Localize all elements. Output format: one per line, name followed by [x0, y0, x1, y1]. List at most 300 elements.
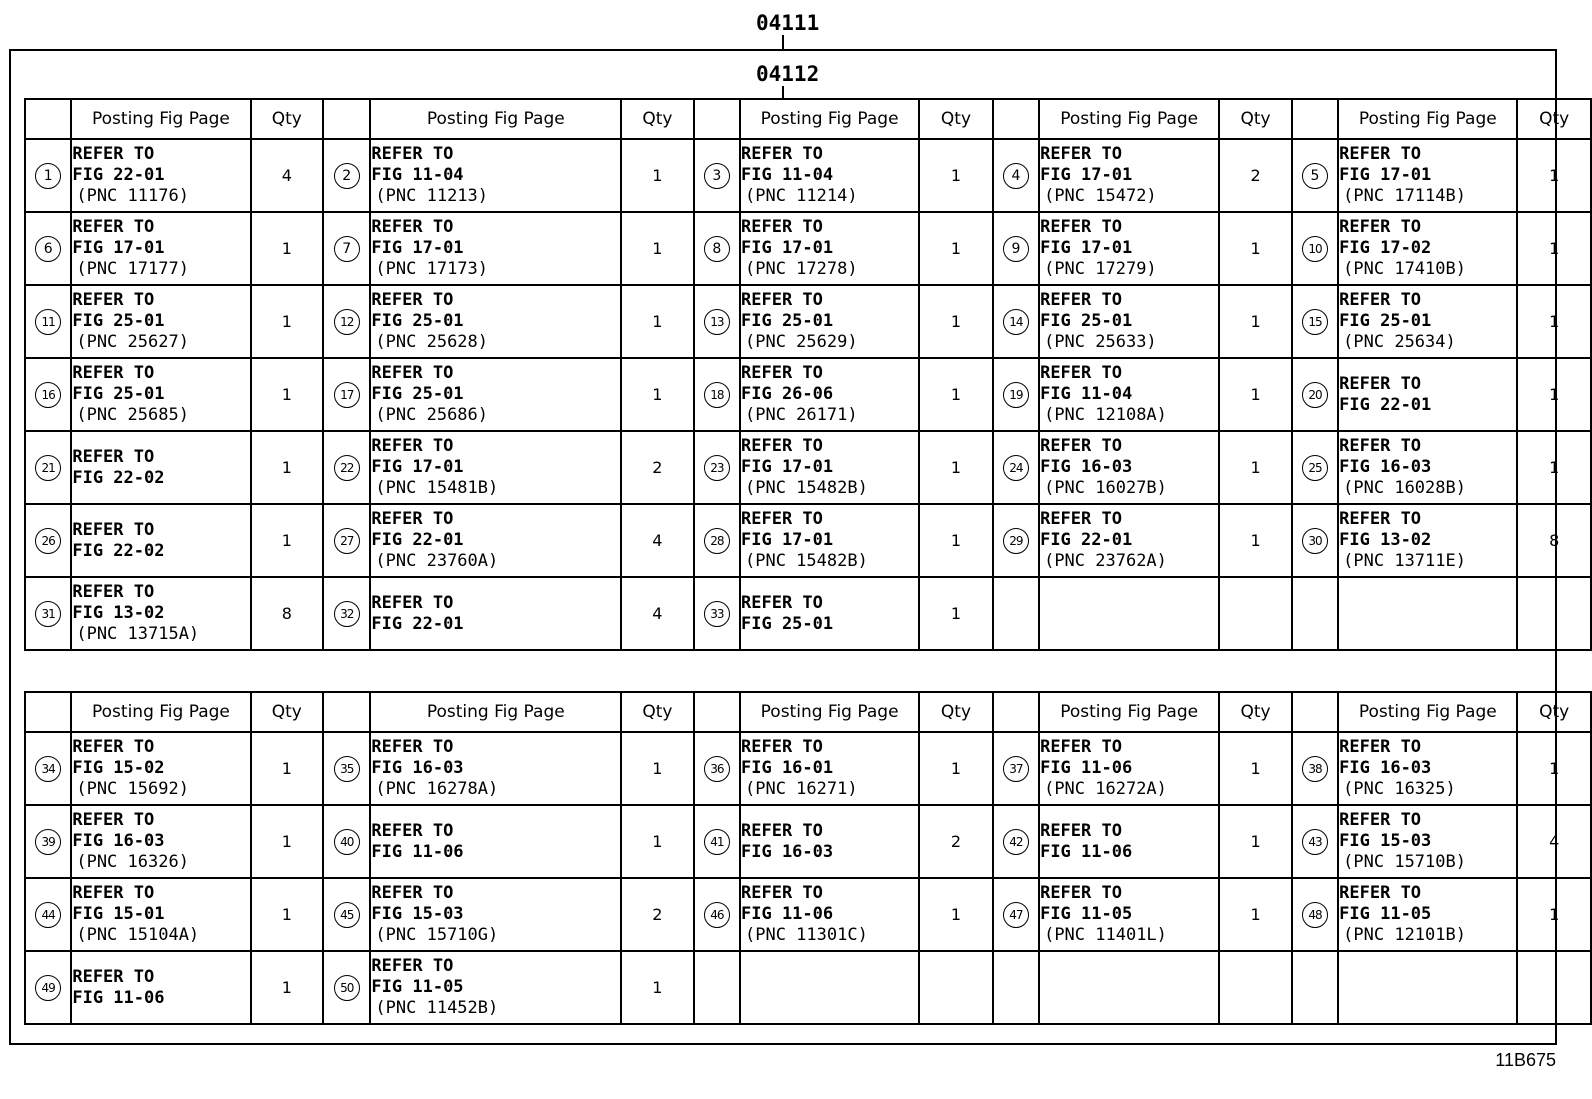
quantity-cell: 4: [621, 577, 694, 650]
empty-cell: [1517, 577, 1591, 650]
item-number-badge: 46: [704, 902, 730, 928]
empty-cell: [1219, 577, 1292, 650]
inner-part-code: 04112: [756, 62, 820, 86]
figure-reference: FIG 11-05: [1339, 904, 1432, 924]
reference-cell: [740, 358, 919, 431]
pnc-reference: (PNC 16027B): [1044, 478, 1167, 498]
header-qty: Qty: [251, 692, 324, 732]
figure-reference: FIG 11-04: [371, 165, 464, 185]
quantity-cell: 1: [1219, 285, 1292, 358]
refer-to-text: REFER TO: [72, 582, 155, 602]
table-row: [25, 504, 1591, 577]
reference-cell: [370, 878, 621, 951]
figure-reference: FIG 25-01: [371, 311, 464, 331]
quantity-cell: 1: [919, 285, 993, 358]
item-number-badge: 19: [1003, 382, 1029, 408]
quantity-cell: 2: [621, 431, 694, 504]
item-number-cell: [323, 358, 370, 431]
header-number-cell: [694, 692, 740, 732]
figure-reference: FIG 22-01: [371, 613, 464, 634]
empty-cell: [1292, 577, 1338, 650]
figure-reference: FIG 22-02: [72, 467, 165, 488]
item-number-cell: [323, 878, 370, 951]
item-number-badge: 41: [704, 829, 730, 855]
reference-cell: [370, 732, 621, 805]
pnc-reference: (PNC 12108A): [1044, 405, 1167, 425]
item-number-cell: [25, 285, 71, 358]
quantity-cell: 4: [251, 139, 324, 212]
item-number-badge: 34: [35, 756, 61, 782]
header-posting-fig-page: Posting Fig Page: [370, 99, 621, 139]
item-number-cell: [323, 504, 370, 577]
pnc-reference: (PNC 13715A): [76, 624, 200, 644]
quantity-cell: 4: [621, 504, 694, 577]
pnc-reference: (PNC 11401L): [1044, 925, 1167, 945]
item-number-badge: 3: [704, 163, 730, 189]
figure-reference: FIG 25-01: [1040, 311, 1133, 331]
figure-reference: FIG 17-01: [741, 457, 834, 477]
pnc-reference: (PNC 26171): [745, 405, 858, 425]
figure-reference: FIG 11-06: [1040, 758, 1133, 778]
quantity-cell: 1: [251, 358, 324, 431]
reference-cell: [740, 285, 919, 358]
refer-to-text: REFER TO: [1040, 737, 1122, 757]
empty-cell: [1039, 577, 1219, 650]
figure-reference: FIG 26-06: [741, 384, 834, 404]
quantity-cell: 1: [919, 732, 993, 805]
item-number-badge: 8: [704, 236, 730, 262]
item-number-badge: 39: [35, 829, 61, 855]
table-row: [25, 951, 1591, 1024]
reference-table-lower: [24, 691, 1592, 1025]
pnc-reference: (PNC 16325): [1343, 779, 1456, 799]
reference-cell: [370, 951, 621, 1024]
item-number-badge: 49: [35, 975, 61, 1001]
refer-to-text: REFER TO: [741, 436, 823, 456]
figure-reference: FIG 25-01: [741, 613, 834, 634]
pnc-reference: (PNC 23762A): [1044, 551, 1167, 571]
pnc-reference: (PNC 15710B): [1343, 852, 1466, 872]
item-number-badge: 50: [334, 975, 360, 1001]
quantity-cell: 1: [621, 732, 694, 805]
header-number-cell: [993, 692, 1039, 732]
reference-cell: [71, 212, 250, 285]
refer-to-text: REFER TO: [72, 446, 155, 467]
item-number-badge: 25: [1302, 455, 1328, 481]
reference-cell: [1039, 139, 1219, 212]
reference-cell: [71, 431, 250, 504]
header-posting-fig-page: Posting Fig Page: [740, 692, 919, 732]
refer-to-text: REFER TO: [741, 883, 823, 903]
item-number-badge: 30: [1302, 528, 1328, 554]
reference-cell: [370, 139, 621, 212]
header-qty: Qty: [919, 99, 993, 139]
refer-to-text: REFER TO: [1040, 509, 1122, 529]
figure-reference: FIG 15-02: [72, 758, 165, 778]
item-number-cell: [323, 805, 370, 878]
header-number-cell: [323, 99, 370, 139]
pnc-reference: (PNC 25627): [76, 332, 189, 352]
refer-to-text: REFER TO: [72, 363, 155, 383]
pnc-reference: (PNC 11452B): [375, 998, 499, 1018]
pnc-reference: (PNC 25634): [1343, 332, 1456, 352]
item-number-cell: [1292, 431, 1338, 504]
table-row: [25, 805, 1591, 878]
item-number-badge: 6: [35, 236, 61, 262]
item-number-cell: [993, 732, 1039, 805]
refer-to-text: REFER TO: [72, 737, 155, 757]
item-number-cell: [25, 212, 71, 285]
header-posting-fig-page: Posting Fig Page: [370, 692, 621, 732]
reference-cell: [1338, 285, 1517, 358]
reference-cell: [71, 732, 250, 805]
quantity-cell: 1: [1219, 732, 1292, 805]
reference-cell: [370, 358, 621, 431]
reference-table-upper: [24, 98, 1592, 651]
figure-reference: FIG 15-01: [72, 904, 165, 924]
quantity-cell: 1: [621, 212, 694, 285]
header-number-cell: [694, 99, 740, 139]
reference-cell: [71, 358, 250, 431]
pnc-reference: (PNC 25685): [76, 405, 189, 425]
reference-cell: [1338, 358, 1517, 431]
reference-cell: [1338, 504, 1517, 577]
figure-reference: FIG 25-01: [741, 311, 834, 331]
figure-reference: FIG 25-01: [72, 384, 165, 404]
pnc-reference: (PNC 25628): [375, 332, 489, 352]
item-number-badge: 5: [1302, 163, 1328, 189]
figure-reference: FIG 16-03: [741, 841, 834, 862]
quantity-cell: 1: [1517, 358, 1591, 431]
figure-reference: FIG 22-02: [72, 540, 165, 561]
reference-cell: [1338, 805, 1517, 878]
item-number-cell: [1292, 805, 1338, 878]
refer-to-text: REFER TO: [741, 217, 823, 237]
header-number-cell: [1292, 99, 1338, 139]
refer-to-text: REFER TO: [371, 144, 454, 164]
quantity-cell: 1: [919, 358, 993, 431]
item-number-badge: 45: [334, 902, 360, 928]
quantity-cell: 1: [251, 732, 324, 805]
item-number-cell: [694, 577, 740, 650]
figure-reference: FIG 16-01: [741, 758, 834, 778]
item-number-cell: [25, 358, 71, 431]
item-number-cell: [694, 358, 740, 431]
quantity-cell: 2: [1219, 139, 1292, 212]
quantity-cell: 1: [251, 212, 324, 285]
figure-reference: FIG 17-01: [371, 238, 464, 258]
refer-to-text: REFER TO: [371, 883, 454, 903]
item-number-badge: 2: [334, 163, 360, 189]
figure-reference: FIG 11-04: [1040, 384, 1133, 404]
empty-cell: [1517, 951, 1591, 1024]
figure-reference: FIG 15-03: [1339, 831, 1432, 851]
reference-cell: [1338, 878, 1517, 951]
pnc-reference: (PNC 15482B): [745, 478, 868, 498]
item-number-cell: [25, 577, 71, 650]
item-number-cell: [694, 139, 740, 212]
pnc-reference: (PNC 15710G): [375, 925, 499, 945]
reference-cell: [1039, 358, 1219, 431]
item-number-badge: 24: [1003, 455, 1029, 481]
quantity-cell: 1: [251, 951, 324, 1024]
item-number-badge: 10: [1302, 236, 1328, 262]
item-number-badge: 29: [1003, 528, 1029, 554]
table-row: [25, 431, 1591, 504]
figure-reference: FIG 16-03: [1339, 457, 1432, 477]
quantity-cell: 1: [1219, 431, 1292, 504]
item-number-cell: [25, 951, 71, 1024]
refer-to-text: REFER TO: [741, 290, 823, 310]
pnc-reference: (PNC 15104A): [76, 925, 200, 945]
header-qty: Qty: [621, 99, 694, 139]
pnc-reference: (PNC 17173): [375, 259, 489, 279]
item-number-badge: 4: [1003, 163, 1029, 189]
header-qty: Qty: [919, 692, 993, 732]
quantity-cell: 1: [1219, 878, 1292, 951]
table-row: [25, 139, 1591, 212]
reference-cell: [71, 878, 250, 951]
item-number-badge: 28: [704, 528, 730, 554]
refer-to-text: REFER TO: [72, 883, 155, 903]
pnc-reference: (PNC 23760A): [375, 551, 499, 571]
header-qty: Qty: [1517, 99, 1591, 139]
refer-to-text: REFER TO: [1040, 883, 1122, 903]
figure-reference: FIG 15-03: [371, 904, 464, 924]
reference-cell: [740, 878, 919, 951]
item-number-cell: [694, 878, 740, 951]
item-number-badge: 44: [35, 902, 61, 928]
reference-cell: [370, 212, 621, 285]
quantity-cell: 1: [919, 212, 993, 285]
figure-reference: FIG 17-01: [371, 457, 464, 477]
empty-cell: [1219, 951, 1292, 1024]
pnc-reference: (PNC 17177): [76, 259, 189, 279]
refer-to-text: REFER TO: [741, 592, 823, 613]
quantity-cell: 1: [1219, 212, 1292, 285]
item-number-cell: [993, 212, 1039, 285]
refer-to-text: REFER TO: [1339, 373, 1422, 394]
empty-cell: [1338, 577, 1517, 650]
item-number-cell: [25, 504, 71, 577]
quantity-cell: 1: [251, 285, 324, 358]
item-number-badge: 36: [704, 756, 730, 782]
reference-cell: [71, 285, 250, 358]
refer-to-text: REFER TO: [1339, 737, 1422, 757]
figure-reference: FIG 16-03: [72, 831, 165, 851]
header-posting-fig-page: Posting Fig Page: [740, 99, 919, 139]
reference-cell: [740, 431, 919, 504]
refer-to-text: REFER TO: [371, 509, 454, 529]
item-number-cell: [25, 805, 71, 878]
item-number-cell: [25, 431, 71, 504]
figure-reference: FIG 17-01: [1339, 165, 1432, 185]
item-number-badge: 18: [704, 382, 730, 408]
item-number-badge: 48: [1302, 902, 1328, 928]
item-number-badge: 1: [35, 163, 61, 189]
item-number-cell: [993, 358, 1039, 431]
figure-reference: FIG 13-02: [1339, 530, 1432, 550]
refer-to-text: REFER TO: [371, 737, 454, 757]
pnc-reference: (PNC 17278): [745, 259, 858, 279]
reference-cell: [370, 504, 621, 577]
figure-reference: FIG 11-06: [72, 987, 165, 1008]
pnc-reference: (PNC 25686): [375, 405, 489, 425]
item-number-badge: 31: [35, 601, 61, 627]
pnc-reference: (PNC 16271): [745, 779, 858, 799]
item-number-cell: [323, 577, 370, 650]
empty-cell: [1338, 951, 1517, 1024]
item-number-cell: [323, 285, 370, 358]
item-number-badge: 17: [334, 382, 360, 408]
item-number-cell: [1292, 139, 1338, 212]
empty-cell: [993, 577, 1039, 650]
item-number-badge: 37: [1003, 756, 1029, 782]
quantity-cell: 1: [919, 139, 993, 212]
quantity-cell: 1: [251, 878, 324, 951]
header-row: [25, 692, 1591, 732]
refer-to-text: REFER TO: [1040, 290, 1122, 310]
reference-cell: [71, 577, 250, 650]
item-number-cell: [1292, 285, 1338, 358]
refer-to-text: REFER TO: [741, 737, 823, 757]
figure-reference: FIG 22-01: [72, 165, 165, 185]
empty-cell: [1292, 951, 1338, 1024]
figure-reference: FIG 16-03: [1040, 457, 1133, 477]
quantity-cell: 1: [621, 358, 694, 431]
refer-to-text: REFER TO: [1040, 217, 1122, 237]
item-number-badge: 35: [334, 756, 360, 782]
empty-cell: [993, 951, 1039, 1024]
reference-cell: [1039, 805, 1219, 878]
item-number-cell: [1292, 212, 1338, 285]
refer-to-text: REFER TO: [371, 956, 454, 976]
item-number-badge: 26: [35, 528, 61, 554]
item-number-cell: [1292, 358, 1338, 431]
reference-cell: [740, 504, 919, 577]
reference-cell: [370, 577, 621, 650]
quantity-cell: 1: [621, 951, 694, 1024]
header-number-cell: [25, 692, 71, 732]
empty-cell: [1039, 951, 1219, 1024]
item-number-cell: [1292, 878, 1338, 951]
item-number-badge: 43: [1302, 829, 1328, 855]
illustration-code: 11B675: [1495, 1050, 1556, 1070]
refer-to-text: REFER TO: [72, 217, 155, 237]
refer-to-text: REFER TO: [72, 290, 155, 310]
figure-reference: FIG 25-01: [1339, 311, 1432, 331]
figure-reference: FIG 13-02: [72, 603, 165, 623]
item-number-badge: 22: [334, 455, 360, 481]
reference-cell: [1039, 732, 1219, 805]
header-qty: Qty: [251, 99, 324, 139]
quantity-cell: 1: [919, 577, 993, 650]
header-qty: Qty: [1517, 692, 1591, 732]
quantity-cell: 1: [621, 139, 694, 212]
quantity-cell: 1: [1517, 212, 1591, 285]
reference-cell: [1039, 504, 1219, 577]
item-number-badge: 11: [35, 309, 61, 335]
refer-to-text: REFER TO: [371, 363, 454, 383]
item-number-badge: 20: [1302, 382, 1328, 408]
header-posting-fig-page: Posting Fig Page: [1338, 692, 1517, 732]
reference-cell: [740, 732, 919, 805]
empty-cell: [740, 951, 919, 1024]
item-number-badge: 13: [704, 309, 730, 335]
pnc-reference: (PNC 13711E): [1343, 551, 1466, 571]
item-number-cell: [25, 878, 71, 951]
pnc-reference: (PNC 11213): [375, 186, 489, 206]
item-number-badge: 47: [1003, 902, 1029, 928]
header-posting-fig-page: Posting Fig Page: [71, 99, 250, 139]
pnc-reference: (PNC 25629): [745, 332, 858, 352]
refer-to-text: REFER TO: [1339, 883, 1422, 903]
quantity-cell: 1: [1517, 732, 1591, 805]
refer-to-text: REFER TO: [1339, 290, 1422, 310]
header-qty: Qty: [1219, 692, 1292, 732]
item-number-badge: 15: [1302, 309, 1328, 335]
pnc-reference: (PNC 11176): [76, 186, 189, 206]
pnc-reference: (PNC 11301C): [745, 925, 868, 945]
quantity-cell: 1: [1517, 139, 1591, 212]
item-number-cell: [323, 951, 370, 1024]
reference-cell: [740, 139, 919, 212]
item-number-badge: 9: [1003, 236, 1029, 262]
reference-cell: [740, 212, 919, 285]
header-number-cell: [25, 99, 71, 139]
pnc-reference: (PNC 16278A): [375, 779, 499, 799]
header-posting-fig-page: Posting Fig Page: [1039, 99, 1219, 139]
figure-reference: FIG 22-01: [371, 530, 464, 550]
figure-reference: FIG 11-05: [1040, 904, 1133, 924]
outer-code-leader-line: [782, 35, 784, 49]
reference-cell: [71, 139, 250, 212]
quantity-cell: 1: [1517, 285, 1591, 358]
item-number-cell: [1292, 504, 1338, 577]
table-row: [25, 878, 1591, 951]
table-row: [25, 732, 1591, 805]
quantity-cell: 1: [251, 805, 324, 878]
reference-cell: [1338, 732, 1517, 805]
refer-to-text: REFER TO: [371, 592, 454, 613]
table-row: [25, 577, 1591, 650]
reference-cell: [740, 577, 919, 650]
item-number-cell: [1292, 732, 1338, 805]
item-number-badge: 21: [35, 455, 61, 481]
figure-reference: FIG 17-01: [1040, 165, 1133, 185]
quantity-cell: 1: [919, 431, 993, 504]
pnc-reference: (PNC 12101B): [1343, 925, 1466, 945]
item-number-cell: [694, 431, 740, 504]
quantity-cell: 8: [251, 577, 324, 650]
reference-cell: [1338, 139, 1517, 212]
empty-cell: [694, 951, 740, 1024]
header-row: [25, 99, 1591, 139]
header-number-cell: [323, 692, 370, 732]
empty-cell: [919, 951, 993, 1024]
reference-cell: [71, 504, 250, 577]
refer-to-text: REFER TO: [72, 519, 155, 540]
item-number-cell: [323, 212, 370, 285]
inner-code-leader-line: [782, 86, 784, 98]
refer-to-text: REFER TO: [1339, 436, 1422, 456]
figure-reference: FIG 25-01: [371, 384, 464, 404]
pnc-reference: (PNC 16028B): [1343, 478, 1466, 498]
item-number-cell: [694, 504, 740, 577]
item-number-cell: [323, 431, 370, 504]
quantity-cell: 2: [919, 805, 993, 878]
item-number-badge: 40: [334, 829, 360, 855]
